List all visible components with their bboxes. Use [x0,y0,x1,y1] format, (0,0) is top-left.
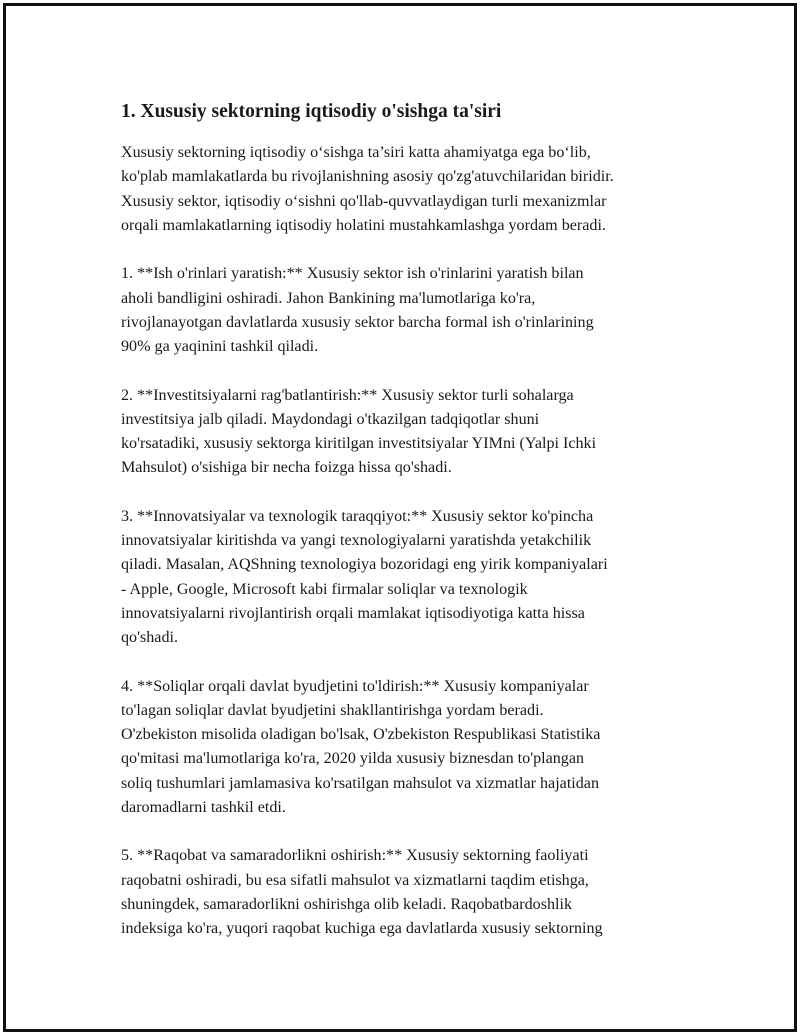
text-line: Xususiy sektorning iqtisodiy o‘sishga ta’siri katta ahamiyatga ega bo‘lib, [121,144,591,161]
text-line: ko'plab mamlakatlarda bu rivojlanishning asosiy qo'zg'atuvchilaridan biridir. [121,168,614,186]
text-line: ko'rsatadiki, xususiy sektorga kiritilgan investitsiyalar YIMni (Yalpi Ichki [121,435,597,452]
text-line: indeksiga ko'ra, yuqori raqobat kuchiga ega davlatlarda xususiy sektorning [121,920,603,937]
text-line: Xususiy sektor, iqtisodiy o‘sishni qo'llab-quvvatlaydigan turli mexanizmlar [121,192,607,210]
page-frame [3,3,797,1032]
text-line: innovatsiyalar kiritishda va yangi texnologiyalarni yaratishda yetakchilik [121,532,592,549]
text-line: 1. **Ish o'rinlari yaratish:** Xususiy sektor ish o'rinlarini yaratish bilan [121,265,584,283]
intro-paragraph [121,141,696,238]
text-line: qiladi. Masalan, AQShning texnologiya bozoridagi eng yirik kompaniyalari [121,556,608,574]
text-line: 3. **Innovatsiyalar va texnologik taraqqiyot:** Xususiy sektor ko'pincha [121,507,594,525]
text-line: qo'shadi. [121,629,178,646]
text-line: raqobatni oshiradi, bu esa sifatli mahsulot va xizmatlarni taqdim etishga, [121,871,589,889]
text-line: qo'mitasi ma'lumotlariga ko'ra, 2020 yilda xususiy biznesdan to'plangan [121,750,585,768]
section-heading: 1. Xususiy sektorning iqtisodiy o'sishga ta'siri [121,101,502,122]
text-line: 90% ga yaqinini tashkil qiladi. [121,338,319,355]
text-line: 2. **Investitsiyalarni rag'batlantirish:** Xususiy sektor turli sohalarga [121,386,574,404]
text-line: orqali mamlakatlarning iqtisodiy holatini mustahkamlashga yordam beradi. [121,216,606,234]
point-3-paragraph [121,505,696,651]
text-line: innovatsiyalarni rivojlantirish orqali mamlakat iqtisodiyotiga katta hissa [121,604,585,622]
document-body [121,97,696,966]
text-line: aholi bandligini oshiradi. Jahon Bankining ma'lumotlariga ko'ra, [121,289,536,307]
text-line: shuningdek, samaradorlikni oshirishga olib keladi. Raqobatbardoshlik [121,895,572,913]
text-line: daromadlarni tashkil etdi. [121,798,286,816]
text-line: O'zbekiston misolida oladigan bo'lsak, O'zbekiston Respublikasi Statistika [121,726,601,743]
point-2-paragraph [121,384,696,481]
text-line: 5. **Raqobat va samaradorlikni oshirish:** Xususiy sektorning faoliyati [121,847,589,865]
text-line: soliq tushumlari jamlamasiva ko'rsatilgan mahsulot va xizmatlar hajatidan [121,774,599,792]
point-4-paragraph [121,675,696,821]
point-1-paragraph [121,262,696,359]
text-line: investitsiya jalb qiladi. Maydondagi o'tkazilgan tadqiqotlar shuni [121,410,540,428]
text-line: to'lagan soliqlar davlat byudjetini shakllantirishga yordam beradi. [121,701,544,719]
point-5-paragraph [121,844,696,941]
text-line: rivojlanayotgan davlatlarda xususiy sektor barcha formal ish o'rinlarining [121,313,594,331]
text-line: 4. **Soliqlar orqali davlat byudjetini to'ldirish:** Xususiy kompaniyalar [121,677,589,695]
text-line: - Apple, Google, Microsoft kabi firmalar soliqlar va texnologik [121,580,528,598]
text-line: Mahsulot) o'sishiga bir necha foizga hissa qo'shadi. [121,459,452,477]
